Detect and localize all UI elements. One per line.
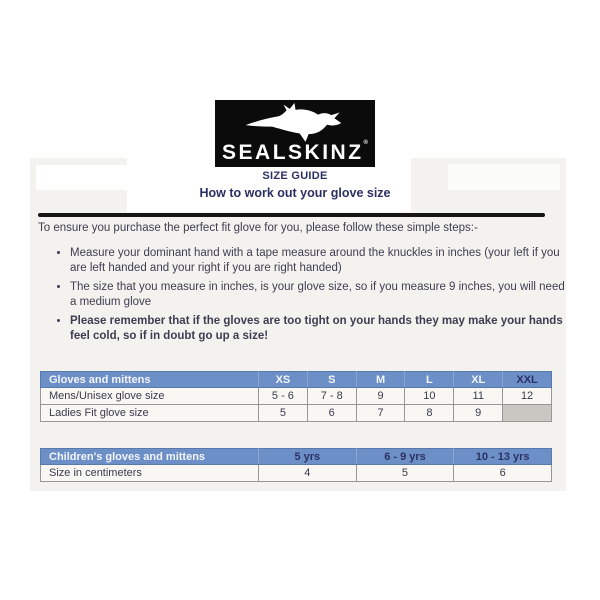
size-value-cell: 11 [454, 388, 503, 405]
steps-list [52, 246, 570, 348]
adult-size-table [40, 371, 552, 422]
table-row [41, 405, 552, 422]
size-value-cell: 9 [454, 405, 503, 422]
size-value-cell: 7 - 8 [307, 388, 356, 405]
intro-text: To ensure you purchase the perfect fit glove for you, please follow these simple steps:- [38, 222, 478, 234]
size-value-cell: 9 [356, 388, 405, 405]
size-value-cell: 6 [454, 465, 552, 482]
column-header: L [405, 372, 454, 388]
column-header: S [307, 372, 356, 388]
sealskinz-logo [215, 100, 375, 167]
table-row [41, 465, 552, 482]
size-value-cell: 6 [307, 405, 356, 422]
step-item: • Measure your dominant hand with a tape measure around the knuckles in inches (your left if you are left handed and your right if you are right handed) [70, 246, 570, 276]
column-header: XL [454, 372, 503, 388]
table-row [41, 388, 552, 405]
size-value-cell: 4 [259, 465, 357, 482]
row-label: Size in centimeters [41, 465, 259, 482]
brand-name-text: SEALSKINZ [222, 141, 364, 164]
size-value-cell [503, 405, 552, 422]
column-header: M [356, 372, 405, 388]
row-label: Ladies Fit glove size [41, 405, 259, 422]
column-header: Gloves and mittens [41, 372, 259, 388]
page-subtitle: How to work out your glove size [199, 186, 391, 200]
row-label: Mens/Unisex glove size [41, 388, 259, 405]
column-header: Children's gloves and mittens [41, 449, 259, 465]
brand-name [222, 142, 368, 167]
size-value-cell: 5 - 6 [259, 388, 308, 405]
column-header: 6 - 9 yrs [356, 449, 454, 465]
column-header: 5 yrs [259, 449, 357, 465]
size-value-cell: 8 [405, 405, 454, 422]
page-title: SIZE GUIDE [262, 170, 328, 182]
column-header: 10 - 13 yrs [454, 449, 552, 465]
header-row [41, 372, 552, 388]
size-value-cell: 12 [503, 388, 552, 405]
size-value-cell: 5 [356, 465, 454, 482]
step-item: • The size that you measure in inches, is your glove size, so if you measure 9 inches, you will need a medium glove [70, 280, 570, 310]
children-size-table [40, 448, 552, 482]
size-value-cell: 10 [405, 388, 454, 405]
size-value-cell: 7 [356, 405, 405, 422]
seal-icon [223, 102, 367, 144]
header-row [41, 449, 552, 465]
column-header: XS [259, 372, 308, 388]
step-item: • Please remember that if the gloves are too tight on your hands they may make your hands feel cold, so if in doubt go up a size! [70, 314, 570, 344]
column-header: XXL [503, 372, 552, 388]
registered-trademark: ® [363, 140, 368, 146]
divider-line [38, 213, 545, 217]
size-value-cell: 5 [259, 405, 308, 422]
